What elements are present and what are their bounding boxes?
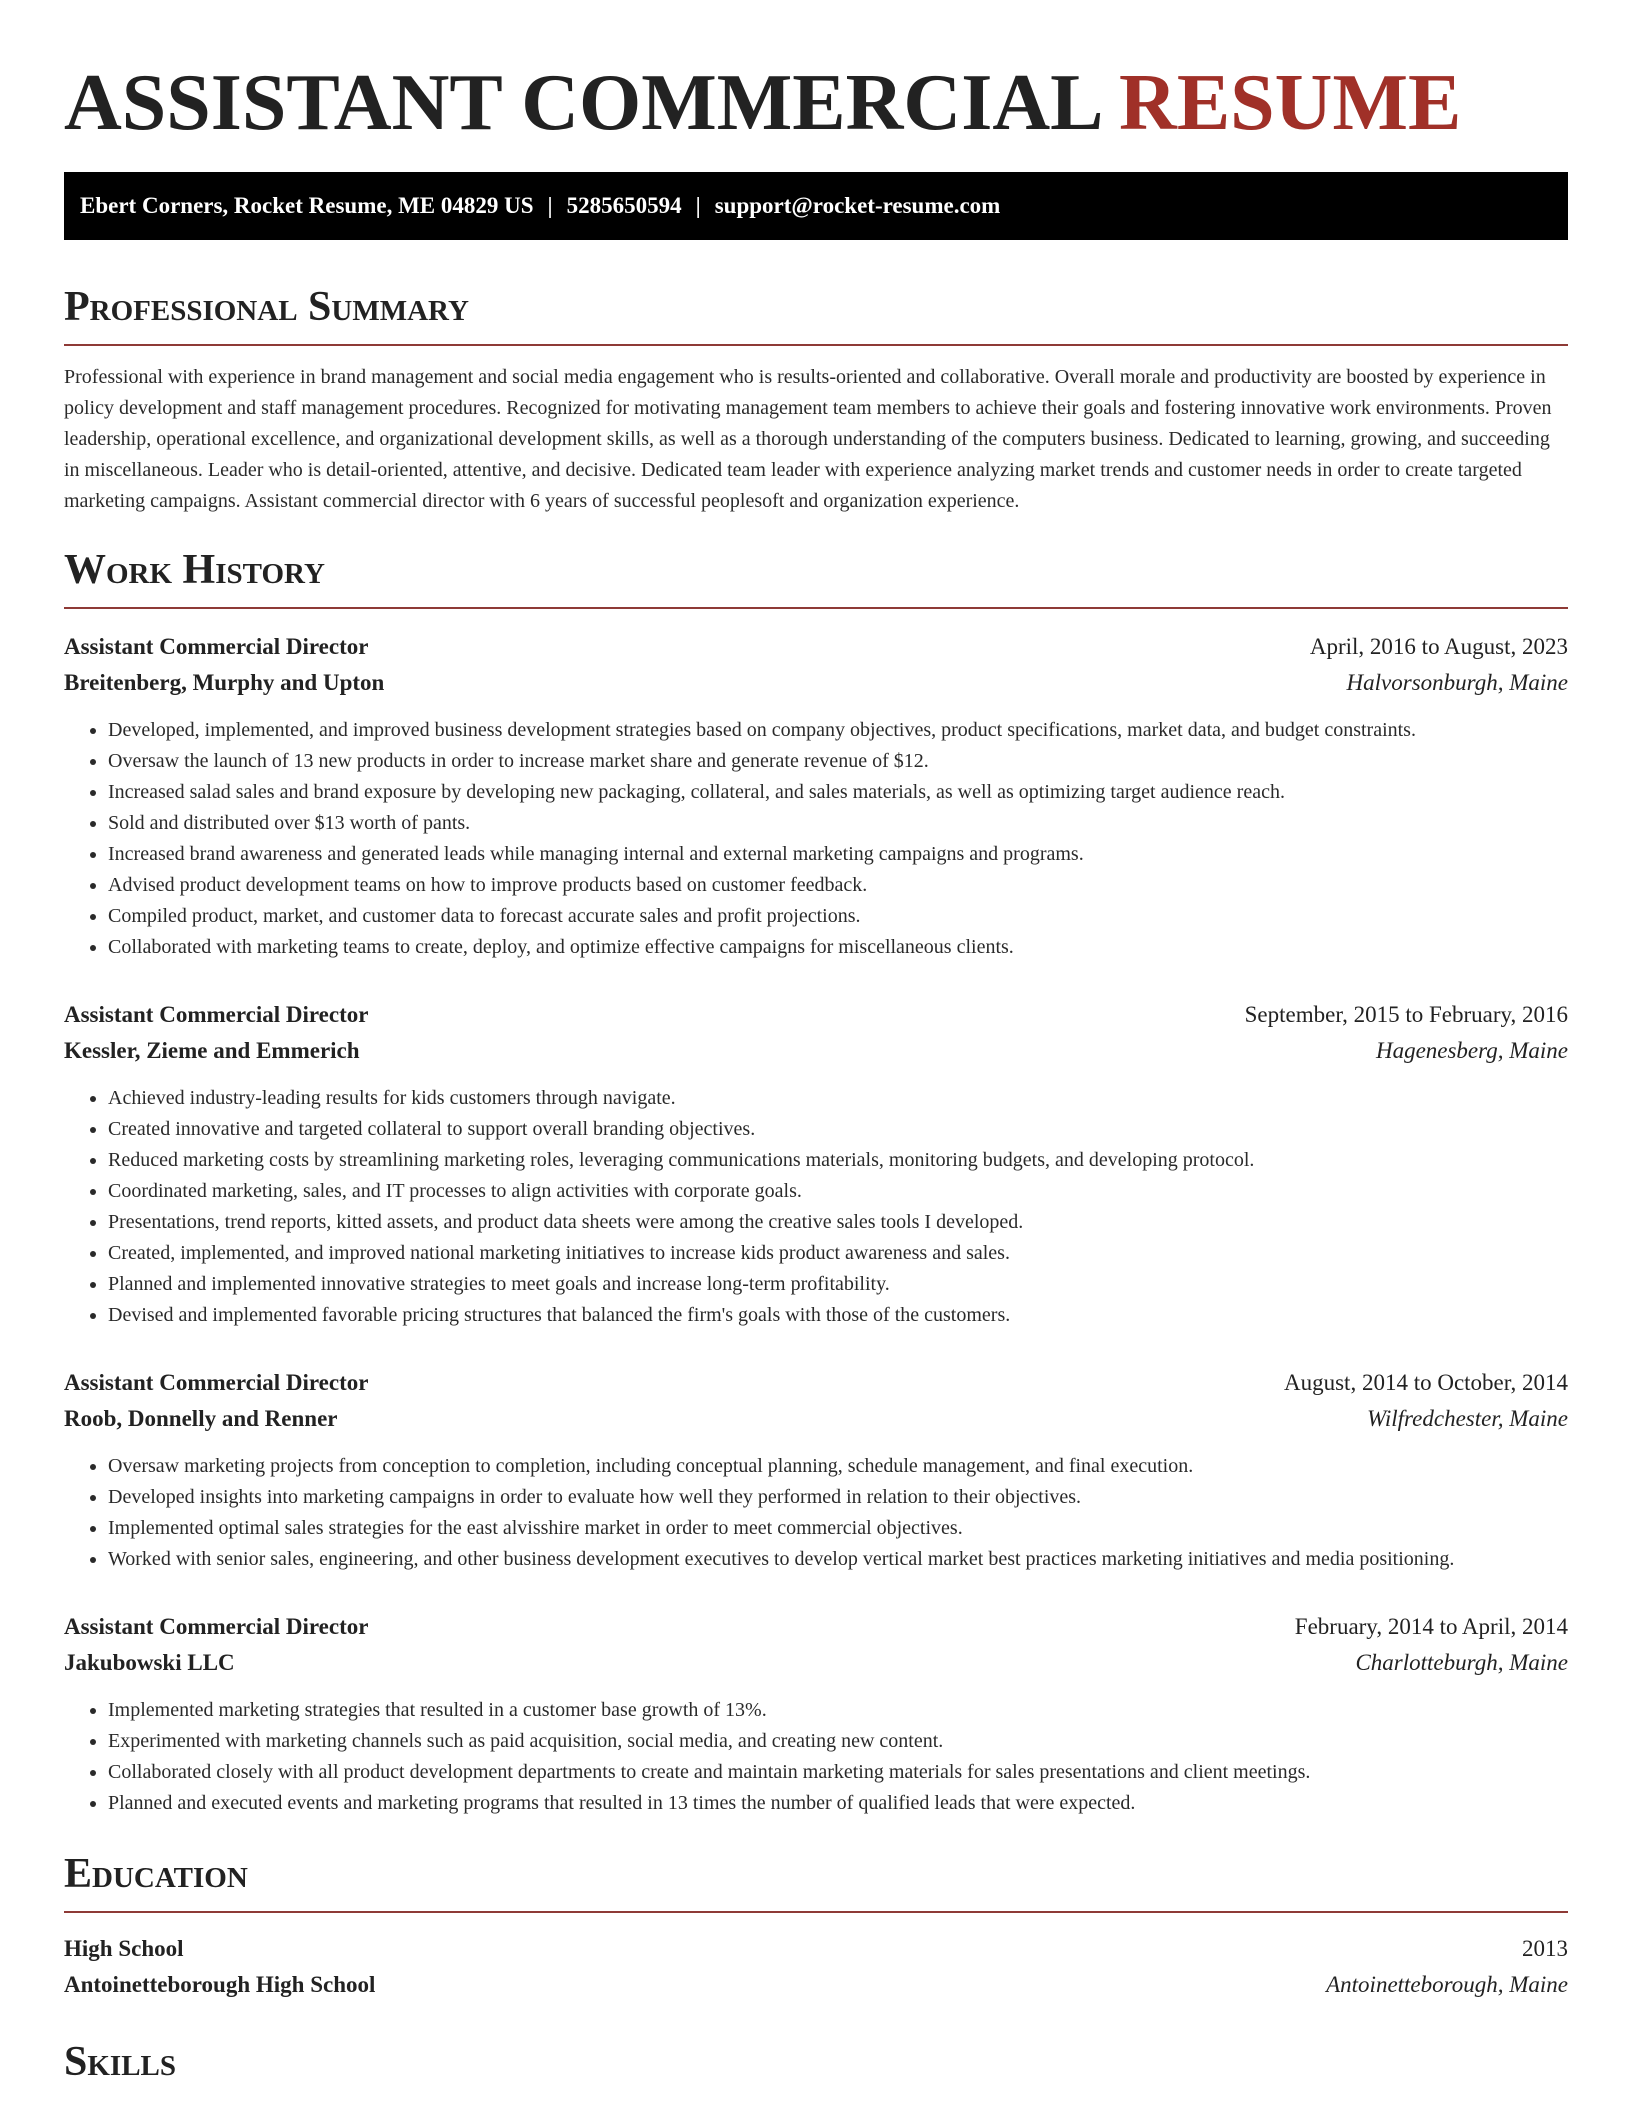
job-bullet: • Planned and executed events and marketing programs that resulted in 13 times the number of qualified leads that were expected. (108, 1788, 1568, 1819)
education-location: Antoinetteborough, Maine (1326, 1972, 1568, 1997)
title-main: ASSISTANT COMMERCIAL (64, 59, 1100, 147)
job-list (64, 629, 1568, 1819)
job-row-title (64, 997, 1568, 1033)
job-entry (64, 1365, 1568, 1575)
job-row-title (64, 1609, 1568, 1645)
job-title: Assistant Commercial Director (64, 1614, 369, 1639)
job-bullet-list (64, 715, 1568, 963)
work-history-section (64, 547, 1568, 1819)
job-bullet: • Implemented optimal sales strategies for the east alvisshire market in order to meet commercial objectives. (108, 1513, 1568, 1544)
job-dates: February, 2014 to April, 2014 (1294, 1614, 1568, 1639)
job-row-company (64, 1033, 1568, 1069)
job-row-title (64, 629, 1568, 665)
job-bullet: • Developed, implemented, and improved business development strategies based on company objectives, product specifications, market data, and budget constraints. (108, 715, 1568, 746)
contact-bar (64, 172, 1568, 240)
education-year: 2013 (1522, 1936, 1568, 1961)
job-location: Hagenesberg, Maine (1375, 1038, 1568, 1063)
job-bullet: • Collaborated closely with all product development departments to create and maintain marketing materials for sales presentations and client meetings. (108, 1757, 1568, 1788)
job-bullet: • Collaborated with marketing teams to create, deploy, and optimize effective campaigns for miscellaneous clients. (108, 932, 1568, 963)
skills-section (64, 2039, 1568, 2099)
job-bullet: • Increased brand awareness and generated leads while managing internal and external marketing campaigns and programs. (108, 839, 1568, 870)
job-bullet: • Devised and implemented favorable pricing structures that balanced the firm's goals with those of the customers. (108, 1300, 1568, 1331)
job-location: Halvorsonburgh, Maine (1346, 670, 1568, 695)
education-section (64, 1851, 1568, 2003)
job-entry (64, 1609, 1568, 1819)
job-bullet: • Reduced marketing costs by streamlining marketing roles, leveraging communications materials, monitoring budgets, and developing protocol. (108, 1145, 1568, 1176)
job-bullet: • Achieved industry-leading results for kids customers through navigate. (108, 1083, 1568, 1114)
job-bullet-list (64, 1451, 1568, 1575)
job-location: Charlotteburgh, Maine (1355, 1650, 1568, 1675)
job-company: Breitenberg, Murphy and Upton (64, 670, 385, 695)
section-heading: Work History (64, 547, 1568, 609)
contact-separator: | (695, 193, 701, 218)
job-bullet: • Oversaw the launch of 13 new products in order to increase market share and generate revenue of $12. (108, 746, 1568, 777)
summary-section (64, 284, 1568, 517)
job-dates: August, 2014 to October, 2014 (1284, 1370, 1568, 1395)
education-entry (64, 1931, 1568, 2003)
job-bullet: • Sold and distributed over $13 worth of pants. (108, 808, 1568, 839)
job-title: Assistant Commercial Director (64, 634, 369, 659)
job-bullet: • Created innovative and targeted collateral to support overall branding objectives. (108, 1114, 1568, 1145)
education-school: Antoinetteborough High School (64, 1972, 376, 1997)
job-row-company (64, 665, 1568, 701)
contact-phone: 5285650594 (566, 193, 682, 218)
job-bullet: • Planned and implemented innovative strategies to meet goals and increase long-term profitability. (108, 1269, 1568, 1300)
resume-title (64, 58, 1568, 148)
job-entry (64, 997, 1568, 1331)
job-dates: September, 2015 to February, 2016 (1244, 1002, 1568, 1027)
job-bullet: • Advised product development teams on how to improve products based on customer feedback. (108, 870, 1568, 901)
section-heading: Education (64, 1851, 1568, 1913)
job-row-title (64, 1365, 1568, 1401)
job-bullet: • Compiled product, market, and customer data to forecast accurate sales and profit projections. (108, 901, 1568, 932)
job-bullet: • Implemented marketing strategies that resulted in a customer base growth of 13%. (108, 1695, 1568, 1726)
job-row-company (64, 1401, 1568, 1437)
contact-address: Ebert Corners, Rocket Resume, ME 04829 US (80, 193, 534, 218)
job-title: Assistant Commercial Director (64, 1002, 369, 1027)
summary-text: Professional with experience in brand management and social media engagement who is results-oriented and collaborative. Overall morale and productivity are boosted by experience in policy development and staff management procedures. Recognized for motivating management team members to achieve their goals and fostering innovative work environments. Proven leadership, operational excellence, and organizational development skills, as well as a thorough understanding of the computers business. Dedicated to learning, growing, and succeeding in miscellaneous. Leader who is detail-oriented, attentive, and decisive. Dedicated team leader with experience analyzing market trends and customer needs in order to create targeted marketing campaigns. Assistant commercial director with 6 years of successful peoplesoft and organization experience. (64, 366, 1552, 512)
job-bullet: • Presentations, trend reports, kitted assets, and product data sheets were among the creative sales tools I developed. (108, 1207, 1568, 1238)
education-row-degree (64, 1931, 1568, 1967)
education-degree: High School (64, 1936, 184, 1961)
job-bullet-list (64, 1695, 1568, 1819)
job-dates: April, 2016 to August, 2023 (1309, 634, 1568, 659)
job-bullet-list (64, 1083, 1568, 1331)
job-bullet: • Created, implemented, and improved national marketing initiatives to increase kids product awareness and sales. (108, 1238, 1568, 1269)
job-company: Jakubowski LLC (64, 1650, 235, 1675)
job-company: Kessler, Zieme and Emmerich (64, 1038, 360, 1063)
job-bullet: • Increased salad sales and brand exposure by developing new packaging, collateral, and sales materials, as well as optimizing target audience reach. (108, 777, 1568, 808)
job-title: Assistant Commercial Director (64, 1370, 369, 1395)
job-bullet: • Worked with senior sales, engineering, and other business development executives to develop vertical market best practices marketing initiatives and media positioning. (108, 1544, 1568, 1575)
education-row-school (64, 1967, 1568, 2003)
contact-email[interactable]: support@rocket-resume.com (714, 193, 1001, 218)
job-bullet: • Coordinated marketing, sales, and IT processes to align activities with corporate goals. (108, 1176, 1568, 1207)
section-heading: Skills (64, 2039, 177, 2085)
job-bullet: • Experimented with marketing channels such as paid acquisition, social media, and creating new content. (108, 1726, 1568, 1757)
job-location: Wilfredchester, Maine (1367, 1406, 1568, 1431)
contact-separator: | (547, 193, 553, 218)
job-entry (64, 629, 1568, 963)
job-bullet: • Oversaw marketing projects from conception to completion, including conceptual planning, schedule management, and final execution. (108, 1451, 1568, 1482)
title-accent: RESUME (1119, 59, 1462, 147)
job-bullet: • Developed insights into marketing campaigns in order to evaluate how well they performed in relation to their objectives. (108, 1482, 1568, 1513)
job-company: Roob, Donnelly and Renner (64, 1406, 338, 1431)
section-heading: Professional Summary (64, 284, 1568, 346)
job-row-company (64, 1645, 1568, 1681)
